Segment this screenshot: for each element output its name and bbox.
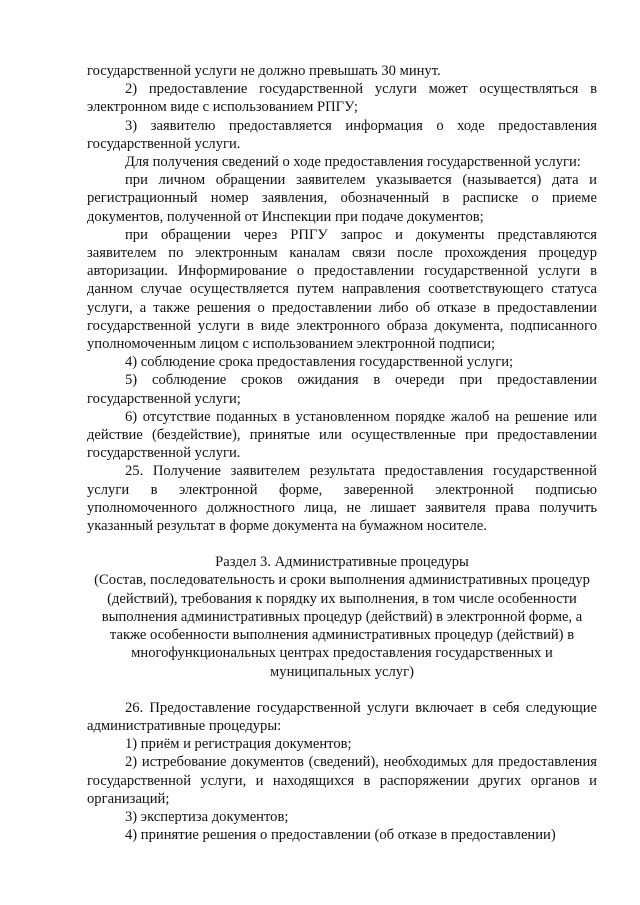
paragraph: 2) предоставление государственной услуги может осуществляться в электронном виде с использованием РПГУ; (87, 81, 597, 116)
paragraph: при личном обращении заявителем указывается (называется) дата и регистрационный номер заявления, обозначенный в расписке о приеме документов, полученной от Инспекции при подаче документов; (87, 172, 597, 225)
paragraph: 3) заявителю предоставляется информация о ходе предоставления государственной услуги. (87, 117, 597, 152)
paragraph: 6) отсутствие поданных в установленном порядке жалоб на решение или действие (бездействие), принятые или осуществленные при предоставлении государственной услуги. (87, 408, 597, 462)
paragraph: при обращении через РПГУ запрос и документы представляются заявителем по электронным каналам связи после прохождения процедур авторизации. Информирование о предоставлении государственной услуги в данном случае осуществляется путем направления соответствующего статуса услуги, а также решения о предоставлении либо об отказе в предоставлении государственной услуги в виде электронного образа документа, подписанного уполномоченным лицом с использованием электронной подписи; (87, 226, 597, 353)
section-subtitle: (Состав, последовательность и сроки выполнения административных процедур (действий), требования к порядку их выполнения, в том числе особенности выполнения административных процедур (действий) в электронной форме, а также особенности выполнения административных процедур (действий) в многофункциональных центрах предоставления государственных и муниципальных услуг) (94, 572, 590, 680)
paragraph: 25. Получение заявителем результата предоставления государственной услуги в электронной форме, заверенной электронной подписью уполномоченного должностного лица, не лишает заявителя права получить указанный результат в форме документа на бумажном носителе. (87, 463, 597, 535)
spacer (87, 681, 597, 699)
paragraph: 4) соблюдение срока предоставления государственной услуги; (125, 354, 514, 371)
paragraph: 26. Предоставление государственной услуги включает в себя следующие административные процедуры: (87, 699, 597, 734)
paragraph: 3) экспертиза документов; (125, 808, 289, 825)
paragraph: государственной услуги не должно превышать 30 минут. (87, 63, 441, 79)
paragraph: 5) соблюдение сроков ожидания в очереди при предоставлении государственной услуги; (87, 372, 597, 407)
paragraph: Для получения сведений о ходе предоставления государственной услуги: (125, 154, 581, 171)
paragraph: 1) приём и регистрация документов; (125, 736, 352, 753)
section-heading (87, 553, 597, 680)
paragraph: 4) принятие решения о предоставлении (об отказе в предоставлении) (125, 827, 556, 844)
paragraph: 2) истребование документов (сведений), необходимых для предоставления государственной услуги, и находящихся в распоряжении других органов и организаций; (87, 754, 597, 807)
section-title: Раздел 3. Административные процедуры (215, 554, 469, 571)
document-page (87, 62, 597, 844)
